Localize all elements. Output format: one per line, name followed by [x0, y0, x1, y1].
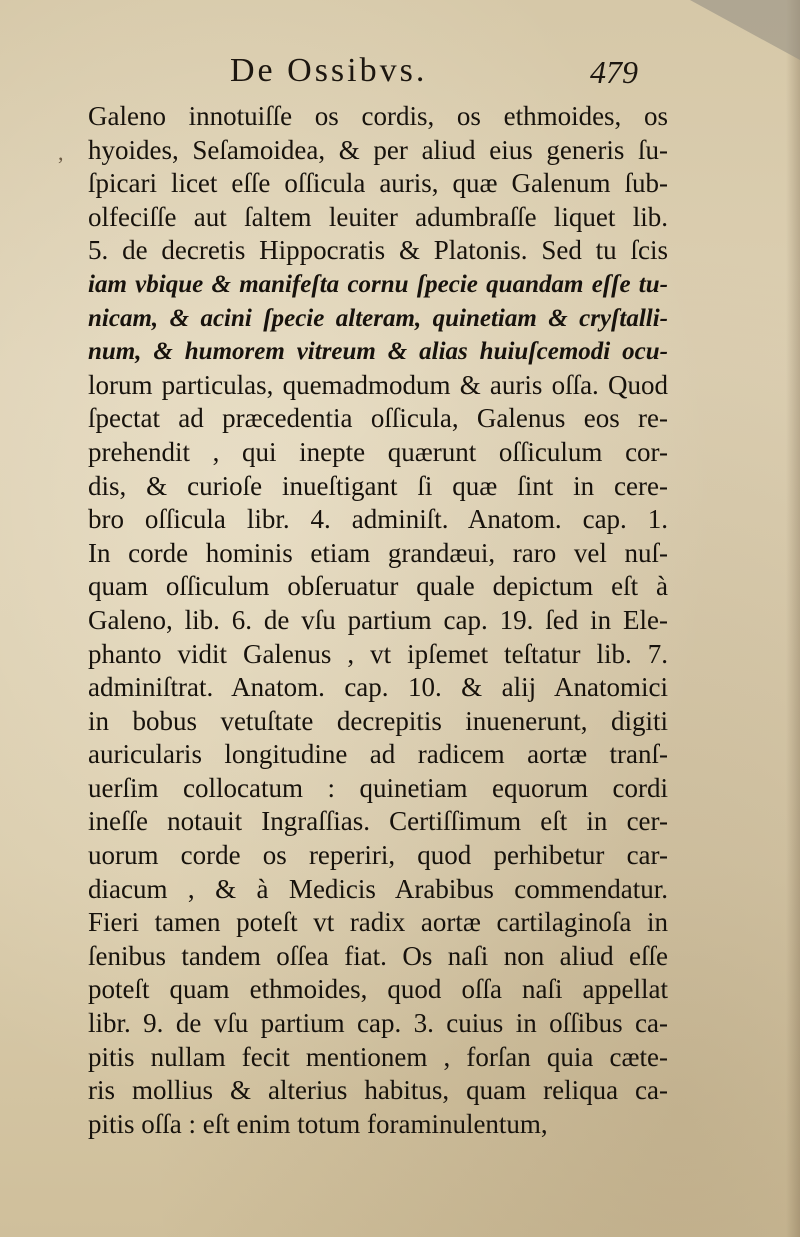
running-title: De Ossibvs. [230, 52, 428, 89]
text-line: Galeno innotuiſſe os cordis, os ethmoides, os [88, 101, 668, 131]
text-line: pitis nullam fecit mentionem , forſan quia cæte- [88, 1041, 668, 1072]
text-line: uerſim collocatum : quinetiam equorum cordi [88, 772, 668, 803]
text-line: lorum particulas, quemadmodum & auris oſſa. Quod [88, 369, 668, 400]
text-line: ſpectat ad præcedentia oſſicula, Galenus eos re- [88, 403, 668, 434]
text-line: libr. 9. de vſu partium cap. 3. cuius in oſſibus ca- [88, 1008, 668, 1039]
page-edge-shadow [786, 0, 800, 1237]
text-line: quam oſſiculum obſeruatur quale depictum eſt à [88, 571, 668, 602]
text-line: uorum corde os reperiri, quod perhibetur car- [88, 840, 668, 871]
text-line: ineſſe notauit Ingraſſias. Certiſſimum eſt in cer- [88, 806, 668, 837]
folded-corner [690, 0, 800, 60]
text-line: ſpicari licet eſſe oſſicula auris, quæ Galenum ſub- [88, 168, 668, 199]
page-header [80, 52, 680, 102]
italic-text-line: iam vbique & manifeſta cornu ſpecie quandam eſſe tu- [88, 270, 668, 298]
italic-text-line: nicam, & acini ſpecie alteram, quinetiam & cryſtalli- [88, 304, 668, 332]
italic-text-line: num, & humorem vitreum & alias huiuſcemodi ocu- [88, 338, 668, 366]
text-line: pitis oſſa : eſt enim totum foraminulentum, [88, 1108, 548, 1139]
text-line: poteſt quam ethmoides, quod oſſa naſi appellat [88, 974, 668, 1005]
text-line: bro oſſicula libr. 4. adminiſt. Anatom. cap. 1. [88, 504, 668, 535]
page-number: 479 [590, 54, 638, 90]
text-line: ſenibus tandem oſſea fiat. Os naſi non aliud eſſe [88, 940, 668, 971]
text-line: In corde hominis etiam grandæui, raro vel nuſ- [88, 537, 668, 568]
text-line: hyoides, Seſamoidea, & per aliud eius generis ſu- [88, 134, 668, 165]
text-line: in bobus vetuſtate decrepitis inuenerunt, digiti [88, 705, 668, 736]
text-line: diacum , & à Medicis Arabibus commendatur. [88, 873, 668, 904]
text-line: ris mollius & alterius habitus, quam reliqua ca- [88, 1075, 668, 1106]
body-text [88, 100, 668, 1141]
margin-mark: , [58, 140, 64, 165]
text-line: adminiſtrat. Anatom. cap. 10. & alij Anatomici [88, 672, 668, 703]
text-line: 5. de decretis Hippocratis & Platonis. Sed tu ſcis [88, 235, 668, 266]
text-line: Galeno, lib. 6. de vſu partium cap. 19. ſed in Ele- [88, 604, 668, 635]
text-line: Fieri tamen poteſt vt radix aortæ cartilaginoſa in [88, 907, 668, 938]
text-line: phanto vidit Galenus , vt ipſemet teſtatur lib. 7. [88, 638, 668, 669]
text-line: auricularis longitudine ad radicem aortæ tranſ- [88, 739, 668, 770]
text-line: prehendit , qui inepte quærunt oſſiculum cor- [88, 436, 668, 467]
text-line: olfeciſſe aut ſaltem leuiter adumbraſſe liquet lib. [88, 201, 668, 232]
text-line: dis, & curioſe inueſtigant ſi quæ ſint in cere- [88, 470, 668, 501]
